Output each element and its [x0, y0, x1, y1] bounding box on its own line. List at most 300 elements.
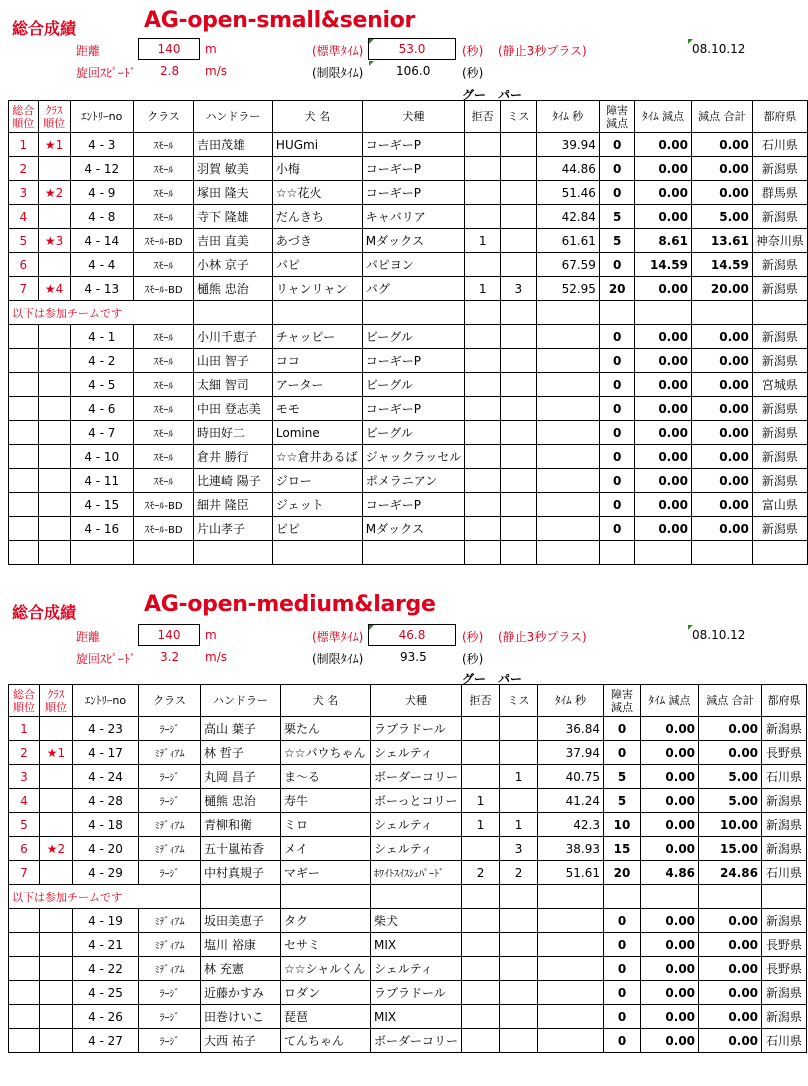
overall-rank: 6 — [9, 837, 40, 861]
refusals — [465, 397, 501, 421]
mistakes — [500, 741, 538, 765]
handler: 坂田美恵子 — [201, 909, 281, 933]
breed: ボーダーコリー — [371, 1029, 462, 1053]
handler: 山田 智子 — [193, 349, 272, 373]
mistakes — [500, 909, 538, 933]
table-row — [9, 861, 807, 885]
empty-cell — [635, 301, 692, 325]
table-row — [9, 813, 807, 837]
mistakes — [501, 181, 537, 205]
prefecture: 神奈川県 — [752, 229, 807, 253]
col-header-dog-name: 犬 名 — [272, 101, 362, 133]
entry-no: 4 - 24 — [73, 765, 139, 789]
empty-cell — [201, 885, 281, 909]
section-label: 総合成績 — [12, 603, 77, 622]
time-seconds — [536, 517, 599, 541]
breed: ラブラドール — [371, 717, 462, 741]
class-rank — [40, 933, 73, 957]
time-faults: 0.00 — [641, 717, 699, 741]
class-rank — [38, 157, 70, 181]
overall-rank — [9, 493, 39, 517]
table-row — [9, 277, 808, 301]
entry-no: 4 - 27 — [73, 1029, 139, 1053]
breed: パピヨン — [362, 253, 465, 277]
course-faults: 0 — [599, 325, 634, 349]
prefecture: 宮城県 — [752, 373, 807, 397]
handler: 五十嵐祐香 — [201, 837, 281, 861]
time-faults: 0.00 — [641, 1029, 699, 1053]
class: ﾗｰｼﾞ — [139, 981, 201, 1005]
handler: 塩川 裕康 — [201, 933, 281, 957]
empty-cell — [272, 541, 362, 565]
col-header-time-seconds: ﾀｲﾑ 秒 — [536, 101, 599, 133]
dog-name: ピピ — [272, 517, 362, 541]
empty-cell — [133, 541, 193, 565]
prefecture: 石川県 — [762, 861, 807, 885]
table-row — [9, 181, 808, 205]
overall-rank: 3 — [9, 765, 40, 789]
breed: ビーグル — [362, 373, 465, 397]
col-header-total-faults: 減点 合計 — [691, 101, 752, 133]
overall-rank — [9, 469, 39, 493]
empty-row — [9, 541, 808, 565]
table-row — [9, 765, 807, 789]
col-header-entry-no: ｴﾝﾄﾘｰno — [73, 685, 139, 717]
empty-cell — [752, 301, 807, 325]
dog-name: ジェット — [272, 493, 362, 517]
breed: 柴犬 — [371, 909, 462, 933]
total-faults: 0.00 — [691, 445, 752, 469]
entry-no: 4 - 19 — [73, 909, 139, 933]
time-faults: 0.00 — [641, 789, 699, 813]
refusals — [465, 133, 501, 157]
handler: 樋熊 忠治 — [193, 277, 272, 301]
time-seconds: 51.61 — [538, 861, 604, 885]
total-faults: 0.00 — [691, 397, 752, 421]
header-row — [9, 685, 807, 717]
table-row — [9, 349, 808, 373]
class: ﾗｰｼﾞ — [139, 717, 201, 741]
time-seconds — [538, 1029, 604, 1053]
time-seconds — [536, 397, 599, 421]
col-header-mistakes: ミス — [501, 101, 537, 133]
class: ｽﾓｰﾙ — [133, 421, 193, 445]
date: 08.10.12 — [692, 42, 746, 56]
entry-no: 4 - 7 — [70, 421, 133, 445]
class-rank — [38, 373, 70, 397]
class: ｽﾓｰﾙ — [133, 469, 193, 493]
breed: シェルティ — [371, 837, 462, 861]
col-header-dog-name: 犬 名 — [281, 685, 371, 717]
class: ﾗｰｼﾞ — [139, 1029, 201, 1053]
total-faults: 0.00 — [691, 133, 752, 157]
table-row — [9, 1005, 807, 1029]
class: ｽﾓｰﾙ — [133, 349, 193, 373]
col-header-refusals: 拒否 — [462, 685, 500, 717]
refusals — [465, 493, 501, 517]
course-faults: 0 — [599, 469, 634, 493]
course-faults: 0 — [599, 397, 634, 421]
overall-rank: 4 — [9, 789, 40, 813]
empty-cell — [604, 885, 641, 909]
col-header-refusals: 拒否 — [465, 101, 501, 133]
class-rank — [40, 813, 73, 837]
class: ｽﾓｰﾙ-BD — [133, 277, 193, 301]
time-faults: 0.00 — [641, 765, 699, 789]
refusals — [465, 517, 501, 541]
class-rank — [38, 517, 70, 541]
class: ﾐﾃﾞｨｱﾑ — [139, 933, 201, 957]
table-row — [9, 421, 808, 445]
std-time-label: (標準ﾀｲﾑ) — [312, 630, 364, 644]
total-faults: 14.59 — [691, 253, 752, 277]
empty-cell — [362, 301, 465, 325]
overall-rank: 6 — [9, 253, 39, 277]
max-time-value: 106.0 — [396, 64, 431, 78]
total-faults: 0.00 — [691, 157, 752, 181]
breed: MIX — [371, 1005, 462, 1029]
entry-no: 4 - 15 — [70, 493, 133, 517]
time-faults: 8.61 — [635, 229, 692, 253]
empty-cell — [193, 301, 272, 325]
speed-value: 2.8 — [160, 64, 180, 78]
time-seconds: 39.94 — [536, 133, 599, 157]
course-faults: 0 — [604, 981, 641, 1005]
dog-name: てんちゃん — [281, 1029, 371, 1053]
course-faults: 0 — [604, 1005, 641, 1029]
max-time-label: (制限ﾀｲﾑ) — [312, 652, 364, 666]
group-label: グー パー — [462, 672, 523, 686]
results-table — [8, 684, 807, 1053]
table-row — [9, 445, 808, 469]
refusals — [462, 909, 500, 933]
mistakes — [501, 205, 537, 229]
time-seconds: 38.93 — [538, 837, 604, 861]
class-rank — [38, 205, 70, 229]
breed: コーギーP — [362, 181, 465, 205]
overall-rank — [9, 397, 39, 421]
empty-cell — [500, 885, 538, 909]
course-faults: 0 — [599, 157, 634, 181]
table-row — [9, 325, 808, 349]
class-rank — [40, 861, 73, 885]
course-faults: 0 — [599, 253, 634, 277]
dog-name: アーター — [272, 373, 362, 397]
entry-no: 4 - 20 — [73, 837, 139, 861]
col-header-breed: 犬種 — [362, 101, 465, 133]
mistakes — [501, 397, 537, 421]
class-rank — [40, 717, 73, 741]
mistakes — [501, 469, 537, 493]
time-seconds — [538, 909, 604, 933]
time-seconds: 36.84 — [538, 717, 604, 741]
table-row — [9, 229, 808, 253]
speed-unit: m/s — [205, 650, 227, 664]
prefecture: 群馬県 — [752, 181, 807, 205]
max-time-unit: (秒) — [462, 652, 484, 666]
total-faults: 0.00 — [699, 957, 762, 981]
table-row — [9, 1029, 807, 1053]
table-row — [9, 933, 807, 957]
time-seconds — [536, 349, 599, 373]
refusals — [465, 205, 501, 229]
class-rank: ★2 — [38, 181, 70, 205]
section-title: AG-open-small&senior — [144, 8, 416, 33]
total-faults: 0.00 — [691, 493, 752, 517]
dog-name: メイ — [281, 837, 371, 861]
table-row — [9, 957, 807, 981]
col-header-breed: 犬種 — [371, 685, 462, 717]
dog-name: リャンリャン — [272, 277, 362, 301]
entry-no: 4 - 5 — [70, 373, 133, 397]
entry-no: 4 - 10 — [70, 445, 133, 469]
empty-cell — [9, 541, 39, 565]
class: ｽﾓｰﾙ-BD — [133, 493, 193, 517]
entry-no: 4 - 3 — [70, 133, 133, 157]
class: ﾐﾃﾞｨｱﾑ — [139, 837, 201, 861]
dog-name: 栗たん — [281, 717, 371, 741]
overall-rank: 5 — [9, 229, 39, 253]
refusals: 1 — [462, 789, 500, 813]
table-row — [9, 157, 808, 181]
col-header-overall-rank: 総合 順位 — [9, 101, 39, 133]
overall-rank — [9, 517, 39, 541]
empty-cell — [272, 301, 362, 325]
dog-name: Lomine — [272, 421, 362, 445]
std-time-label: (標準ﾀｲﾑ) — [312, 44, 364, 58]
time-faults: 0.00 — [641, 741, 699, 765]
empty-cell — [281, 885, 371, 909]
total-faults: 24.86 — [699, 861, 762, 885]
mistakes — [500, 957, 538, 981]
course-faults: 0 — [604, 933, 641, 957]
course-faults: 0 — [599, 445, 634, 469]
empty-cell — [691, 301, 752, 325]
course-faults: 5 — [599, 205, 634, 229]
total-faults: 0.00 — [699, 717, 762, 741]
col-header-time-faults: ﾀｲﾑ 減点 — [641, 685, 699, 717]
dog-name: タク — [281, 909, 371, 933]
class: ﾗｰｼﾞ — [139, 765, 201, 789]
entry-no: 4 - 16 — [70, 517, 133, 541]
total-faults: 5.00 — [691, 205, 752, 229]
class: ｽﾓｰﾙ — [133, 445, 193, 469]
cell-marker-icon — [369, 39, 374, 44]
total-faults: 0.00 — [691, 469, 752, 493]
col-header-total-faults: 減点 合計 — [699, 685, 762, 717]
col-header-class-rank: ｸﾗｽ 順位 — [40, 685, 73, 717]
empty-cell — [635, 541, 692, 565]
class-rank — [38, 397, 70, 421]
handler: 中村真規子 — [201, 861, 281, 885]
col-header-class: クラス — [133, 101, 193, 133]
time-faults: 0.00 — [635, 205, 692, 229]
class: ｽﾓｰﾙ — [133, 373, 193, 397]
dog-name: マギー — [281, 861, 371, 885]
time-faults: 4.86 — [641, 861, 699, 885]
total-faults: 0.00 — [699, 981, 762, 1005]
empty-cell — [371, 885, 462, 909]
distance-label: 距離 — [76, 44, 101, 58]
time-faults: 0.00 — [641, 933, 699, 957]
class-rank — [38, 325, 70, 349]
course-faults: 0 — [599, 517, 634, 541]
overall-rank: 5 — [9, 813, 40, 837]
handler: 時田好二 — [193, 421, 272, 445]
table-row — [9, 981, 807, 1005]
table-row — [9, 789, 807, 813]
dog-name: HUGmi — [272, 133, 362, 157]
dog-name: ま～る — [281, 765, 371, 789]
breed: シェルティ — [371, 957, 462, 981]
course-faults: 20 — [604, 861, 641, 885]
empty-cell — [70, 541, 133, 565]
time-seconds: 51.46 — [536, 181, 599, 205]
dog-name: ☆☆シャルくん — [281, 957, 371, 981]
total-faults: 0.00 — [691, 325, 752, 349]
prefecture: 石川県 — [762, 765, 807, 789]
time-faults: 0.00 — [635, 373, 692, 397]
time-faults: 0.00 — [635, 397, 692, 421]
max-time-unit: (秒) — [462, 66, 484, 80]
time-seconds — [536, 445, 599, 469]
refusals: 2 — [462, 861, 500, 885]
col-header-handler: ハンドラー — [193, 101, 272, 133]
empty-cell — [641, 885, 699, 909]
distance-unit: m — [205, 628, 217, 642]
entry-no: 4 - 14 — [70, 229, 133, 253]
dog-name: モモ — [272, 397, 362, 421]
handler: 細井 隆臣 — [193, 493, 272, 517]
overall-rank: 7 — [9, 277, 39, 301]
time-seconds — [536, 493, 599, 517]
refusals — [462, 717, 500, 741]
results-table — [8, 100, 808, 565]
time-faults: 0.00 — [635, 277, 692, 301]
distance-unit: m — [205, 42, 217, 56]
time-seconds: 52.95 — [536, 277, 599, 301]
time-seconds — [536, 373, 599, 397]
entry-no: 4 - 4 — [70, 253, 133, 277]
prefecture: 新潟県 — [752, 445, 807, 469]
class-rank — [40, 981, 73, 1005]
course-faults: 15 — [604, 837, 641, 861]
course-faults: 10 — [604, 813, 641, 837]
time-faults: 0.00 — [641, 837, 699, 861]
handler: 青柳和衛 — [201, 813, 281, 837]
overall-rank: 3 — [9, 181, 39, 205]
total-faults: 0.00 — [691, 421, 752, 445]
dog-name: ココ — [272, 349, 362, 373]
time-faults: 0.00 — [635, 445, 692, 469]
time-faults: 0.00 — [635, 157, 692, 181]
time-seconds — [538, 933, 604, 957]
refusals — [465, 373, 501, 397]
time-faults: 0.00 — [635, 517, 692, 541]
empty-cell — [538, 885, 604, 909]
mistakes — [501, 229, 537, 253]
refusals — [462, 1005, 500, 1029]
mistakes — [501, 517, 537, 541]
class: ﾗｰｼﾞ — [139, 789, 201, 813]
refusals: 1 — [465, 229, 501, 253]
col-header-course-faults: 障害 減点 — [599, 101, 634, 133]
overall-rank: 1 — [9, 717, 40, 741]
overall-rank — [9, 373, 39, 397]
entry-no: 4 - 29 — [73, 861, 139, 885]
empty-cell — [691, 541, 752, 565]
refusals — [465, 325, 501, 349]
time-seconds — [536, 469, 599, 493]
col-header-overall-rank: 総合 順位 — [9, 685, 40, 717]
prefecture: 新潟県 — [752, 157, 807, 181]
empty-cell — [536, 541, 599, 565]
overall-rank — [9, 1005, 40, 1029]
entry-no: 4 - 25 — [73, 981, 139, 1005]
class: ﾐﾃﾞｨｱﾑ — [139, 813, 201, 837]
breed: コーギーP — [362, 133, 465, 157]
std-time-unit: (秒) — [462, 630, 484, 644]
total-faults: 0.00 — [691, 349, 752, 373]
handler: 田巻けいこ — [201, 1005, 281, 1029]
time-seconds: 40.75 — [538, 765, 604, 789]
prefecture: 新潟県 — [752, 205, 807, 229]
breed: Mダックス — [362, 517, 465, 541]
entry-no: 4 - 2 — [70, 349, 133, 373]
prefecture: 新潟県 — [762, 837, 807, 861]
refusals — [465, 157, 501, 181]
time-seconds — [538, 981, 604, 1005]
course-faults: 0 — [599, 493, 634, 517]
empty-cell — [465, 541, 501, 565]
section-label: 総合成績 — [12, 19, 77, 38]
empty-cell — [462, 885, 500, 909]
overall-rank — [9, 957, 40, 981]
entry-no: 4 - 9 — [70, 181, 133, 205]
speed-label: 旋回ｽﾋﾟｰﾄﾞ — [76, 66, 137, 80]
time-faults: 0.00 — [635, 469, 692, 493]
total-faults: 20.00 — [691, 277, 752, 301]
table-row — [9, 397, 808, 421]
mistakes — [500, 933, 538, 957]
class-rank — [38, 349, 70, 373]
table-row — [9, 517, 808, 541]
note-row — [9, 885, 807, 909]
entry-no: 4 - 1 — [70, 325, 133, 349]
stop-note: (静止3秒プラス) — [498, 44, 587, 58]
class: ｽﾓｰﾙ — [133, 325, 193, 349]
mistakes — [501, 493, 537, 517]
time-faults: 0.00 — [635, 133, 692, 157]
empty-cell — [752, 541, 807, 565]
dog-name: 寿牛 — [281, 789, 371, 813]
col-header-prefecture: 都府県 — [752, 101, 807, 133]
mistakes — [500, 789, 538, 813]
course-faults: 0 — [599, 421, 634, 445]
time-faults: 0.00 — [635, 181, 692, 205]
dog-name: 小梅 — [272, 157, 362, 181]
prefecture: 長野県 — [762, 957, 807, 981]
dog-name: だんきち — [272, 205, 362, 229]
time-seconds: 67.59 — [536, 253, 599, 277]
prefecture: 富山県 — [752, 493, 807, 517]
class: ｽﾓｰﾙ — [133, 181, 193, 205]
course-faults: 5 — [604, 765, 641, 789]
prefecture: 新潟県 — [762, 717, 807, 741]
breed: キャバリア — [362, 205, 465, 229]
time-seconds — [538, 1005, 604, 1029]
table-row — [9, 741, 807, 765]
